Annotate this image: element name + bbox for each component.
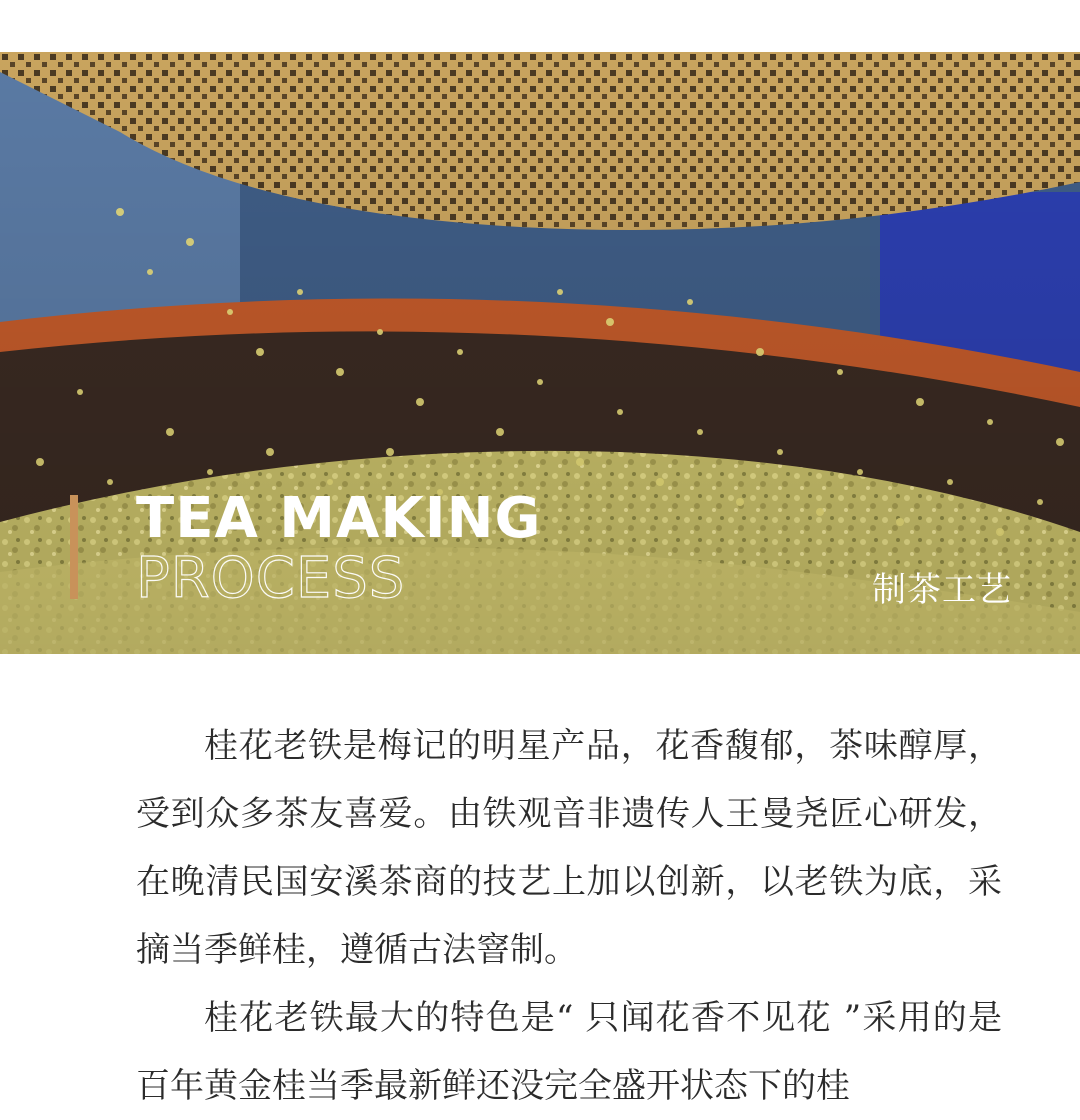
article-body xyxy=(136,712,1002,1120)
hero-title-line2: PROCESS xyxy=(136,546,406,611)
hero-label-cn: 制茶工艺 xyxy=(872,570,1012,610)
hero-title-line1: TEA MAKING xyxy=(136,486,542,551)
article-paragraph-2: 桂花老铁最大的特色是“ 只闻花香不见花 ”采用的是百年黄金桂当季最新鲜还没完全盛开状态下的桂 xyxy=(136,998,1002,1106)
title-accent-bar xyxy=(70,495,78,599)
article-paragraph-1: 桂花老铁是梅记的明星产品，花香馥郁，茶味醇厚，受到众多茶友喜爱。由铁观音非遗传人王曼尧匠心研发，在晚清民国安溪茶商的技艺上加以创新，以老铁为底，采摘当季鲜桂，遵循古法窨制。 xyxy=(136,726,1002,970)
